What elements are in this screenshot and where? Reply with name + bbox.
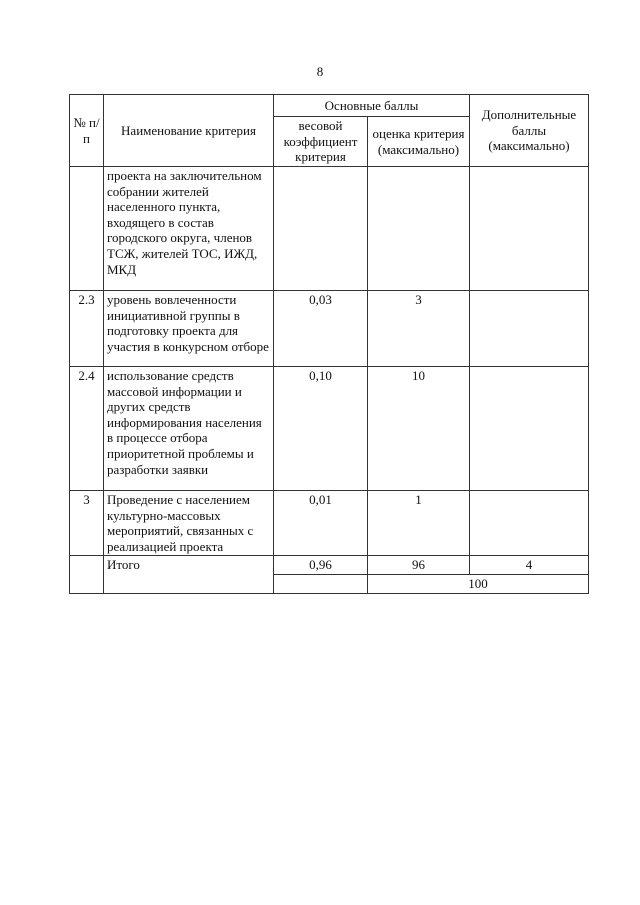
header-score: оценка критерия (максимально)	[368, 117, 470, 167]
row-number: 2.3	[70, 291, 104, 367]
header-main-points: Основные баллы	[274, 95, 470, 117]
total-label: Итого	[104, 556, 274, 593]
row-number	[70, 167, 104, 291]
score-value	[368, 167, 470, 291]
page-number: 8	[316, 64, 324, 79]
table-row	[70, 291, 589, 367]
criterion-name: проекта на заключительном собрании жителей населенного пункта, входящего в состав городского округа, членов ТСЖ, жителей ТОС, ИЖД, МКД	[104, 167, 274, 291]
total-num-cell	[70, 556, 104, 593]
weight-value: 0,01	[274, 491, 368, 556]
weight-value	[274, 167, 368, 291]
grand-total: 100	[368, 574, 589, 593]
weight-value: 0,10	[274, 367, 368, 491]
criterion-name: использование средств массовой информации и других средств информирования населения в процессе отбора приоритетной проблемы и разработки заявки	[104, 367, 274, 491]
score-value: 3	[368, 291, 470, 367]
score-value: 1	[368, 491, 470, 556]
criteria-table	[69, 94, 589, 594]
table-row	[70, 491, 589, 556]
row-number: 3	[70, 491, 104, 556]
header-extra-points: Дополнительные баллы (максимально)	[470, 95, 589, 167]
total-score: 96	[368, 556, 470, 575]
table-row	[70, 167, 589, 291]
header-criterion-name: Наименование критерия	[104, 95, 274, 167]
header-row-1	[70, 95, 589, 117]
extra-value	[470, 167, 589, 291]
total-extra: 4	[470, 556, 589, 575]
score-value: 10	[368, 367, 470, 491]
grand-total-spacer	[274, 574, 368, 593]
total-weight: 0,96	[274, 556, 368, 575]
total-row	[70, 556, 589, 575]
header-num: № п/п	[70, 95, 104, 167]
extra-value	[470, 291, 589, 367]
criterion-name: уровень вовлеченности инициативной группы в подготовку проекта для участия в конкурсном отборе	[104, 291, 274, 367]
extra-value	[470, 367, 589, 491]
row-number: 2.4	[70, 367, 104, 491]
header-weight: весовой коэффициент критерия	[274, 117, 368, 167]
extra-value	[470, 491, 589, 556]
table-row	[70, 367, 589, 491]
criterion-name: Проведение с населением культурно-массовых мероприятий, связанных с реализацией проекта	[104, 491, 274, 556]
weight-value: 0,03	[274, 291, 368, 367]
